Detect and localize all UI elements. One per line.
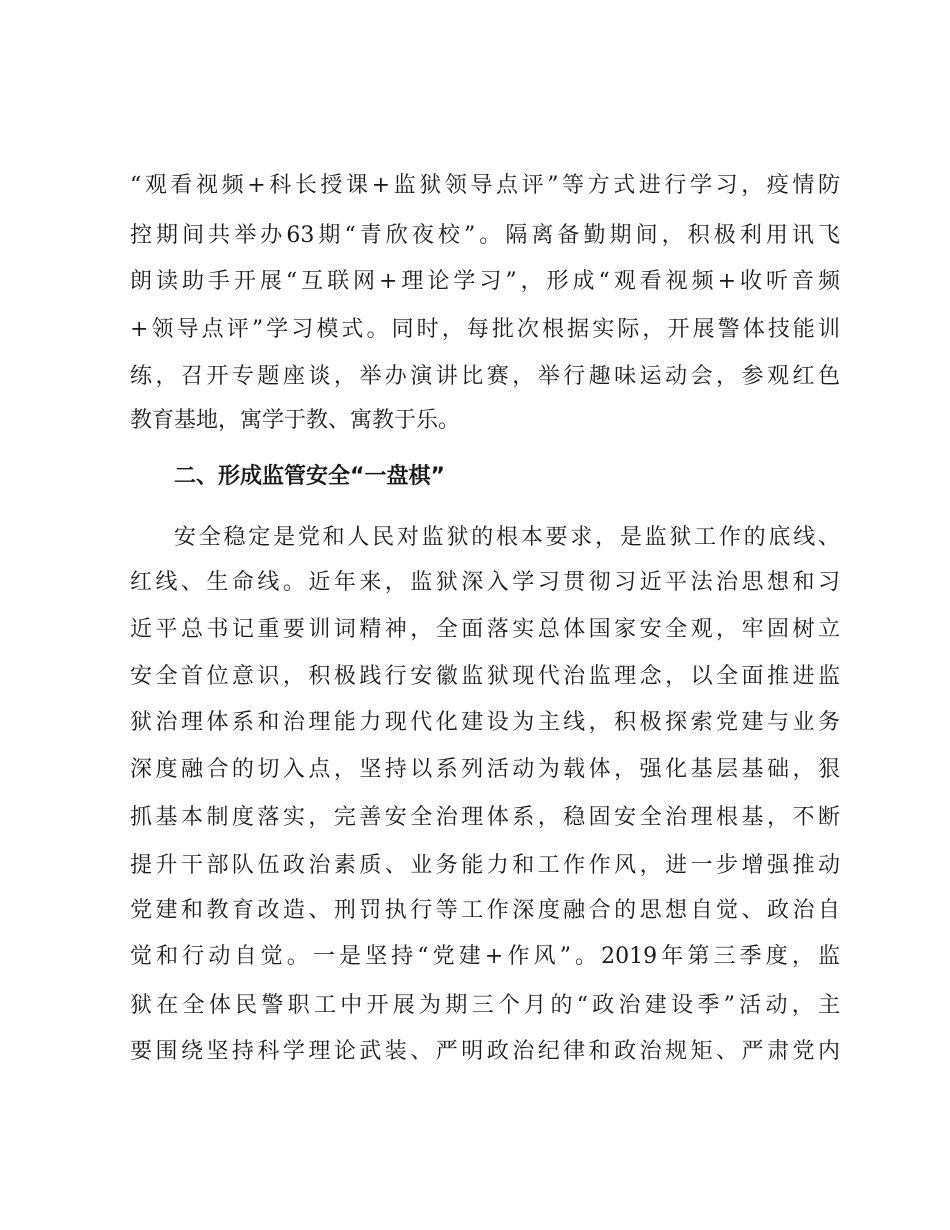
section-heading: 二、形成监管安全“一盘棋” bbox=[174, 464, 445, 489]
paragraph-line: 安全首位意识，积极践行安徽监狱现代治监理念，以全面推进监 bbox=[130, 664, 840, 689]
paragraph-line: 近平总书记重要训词精神，全面落实总体国家安全观，牢固树立 bbox=[130, 617, 840, 642]
paragraph-line: 党建和教育改造、刑罚执行等工作深度融合的思想自觉、政治自 bbox=[130, 898, 840, 923]
paragraph-line: 练，召开专题座谈，举办演讲比赛，举行趣味运动会，参观红色 bbox=[130, 364, 840, 389]
paragraph-line: 深度融合的切入点，坚持以系列活动为载体，强化基层基础，狠 bbox=[130, 757, 840, 782]
paragraph-line: 抓基本制度落实，完善安全治理体系，稳固安全治理根基，不断 bbox=[130, 805, 840, 830]
paragraph-line: 狱治理体系和治理能力现代化建设为主线，积极探索党建与业务 bbox=[130, 710, 840, 735]
paragraph-line: 要围绕坚持科学理论武装、严明政治纪律和政治规矩、严肃党内 bbox=[130, 1039, 840, 1064]
paragraph-line: 朗读助手开展“互联网+理论学习”，形成“观看视频+收听音频 bbox=[130, 269, 840, 294]
paragraph-line: 控期间共举办63期“青欣夜校”。隔离备勤期间，积极利用讯飞 bbox=[130, 223, 840, 248]
paragraph-line: +领导点评”学习模式。同时，每批次根据实际，开展警体技能训 bbox=[130, 317, 840, 342]
paragraph-line: 提升干部队伍政治素质、业务能力和工作作风，进一步增强推动 bbox=[130, 853, 840, 878]
paragraph-line: 狱在全体民警职工中开展为期三个月的“政治建设季”活动，主 bbox=[130, 993, 840, 1018]
paragraph-line: 觉和行动自觉。一是坚持“党建+作风”。2019年第三季度，监 bbox=[130, 944, 840, 969]
paragraph-line: 教育基地，寓学于教、寓教于乐。 bbox=[130, 408, 461, 433]
paragraph-line: 红线、生命线。近年来，监狱深入学习贯彻习近平法治思想和习 bbox=[130, 570, 840, 595]
paragraph-line: “观看视频+科长授课+监狱领导点评”等方式进行学习，疫情防 bbox=[130, 173, 840, 198]
paragraph-line: 安全稳定是党和人民对监狱的根本要求，是监狱工作的底线、 bbox=[174, 525, 840, 550]
